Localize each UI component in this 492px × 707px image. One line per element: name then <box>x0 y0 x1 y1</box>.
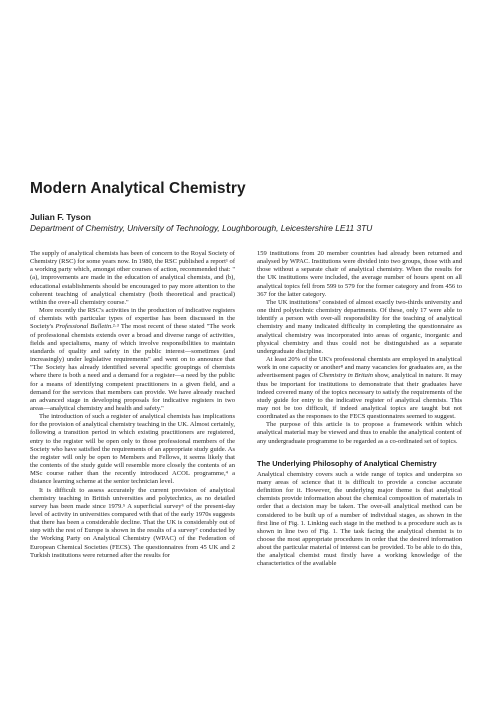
text-run: More recently the RSC's activities in the production of indicative registers of chemists with particular types of expertise has been discussed in the Society's <box>30 307 235 331</box>
author-affiliation: Department of Chemistry, University of Technology, Loughborough, Leicestershire LE11 3TU <box>30 223 373 233</box>
text-run: .²·³ The most recent of these stated "The work of professional chemists extends over a broad and diverse range of activities, fields and specialisms, many of which involve responsibilities to maintain standards of quality and safety in the public interest—sometimes (and increasingly) under legislative requirements" and went on to announce that "The Society has already identified several specific groupings of chemists where there is both a need and a demand for a register—a need by the public for a means of identifying competent practitioners in a given field, and a demand for the services that members can provide. We have already reached an advanced stage in developing proposals for indicative registers in two areas—analytical chemistry and health and safety." <box>30 323 235 412</box>
article-title: Modern Analytical Chemistry <box>30 180 246 197</box>
paragraph: It is difficult to assess accurately the current provision of analytical chemistry teaching in British universities and polytechnics, as no detailed survey has been made since 1979.⁵ A superficial survey⁶ of the present-day level of activity in universities compared with that of the early 1970s suggests that there has been a considerable decline. That the UK is considerably out of step with the rest of Europe is shown in the results of a survey⁷ conducted by the Working Party on Analytical Chemistry (WPAC) of the Federation of European Chemical Societies (FECS). The questionnaires from 45 UK and 2 Turkish institutions were returned after the results for <box>30 486 235 559</box>
right-column <box>257 250 462 569</box>
paragraph <box>30 307 235 413</box>
journal-title: Chemistry in Britain <box>319 372 374 380</box>
paragraph <box>257 356 462 421</box>
text-run: At least 20% of the UK's professional chemists are employed in analytical work in one capacity or another⁸ and many vacancies for graduates are, as the advertisement pages of <box>257 356 462 380</box>
paragraph: The introduction of such a register of analytical chemists has implications for the provision of analytical chemistry teaching in the UK. Almost certainly, following a transition period in which existing practitioners are registered, entry to the register will be open only to those professional members of the Society who have satisfied the requirements of an appropriate study guide. As the register will only be open to Members and Fellows, it seems likely that the contents of the study guide will resemble more closely the contents of an MSc course rather than the recently introduced ACOL programme,⁴ a distance learning scheme at the senior technician level. <box>30 413 235 486</box>
text-run: show, analytical in nature. It may thus be important for institutions to demonstrate that their graduates have indeed covered many of the topics necessary to satisfy the requirements of the study guide for entry to the indicative register of analytical chemists. This may not be too difficult, if indeed analytical topics are taught but not coordinated as the responses to the FECS questionnaires seemed to suggest. <box>257 372 462 421</box>
paragraph: The purpose of this article is to propose a framework within which analytical material may be viewed and thus to enable the analytical content of any undergraduate programme to be regarded as a co-ordinated set of topics. <box>257 421 462 445</box>
paragraph: The supply of analytical chemists has been of concern to the Royal Society of Chemistry (RSC) for some years now. In 1980, the RSC published a report¹ of a working party which, amongst other courses of action, recommended that: "(a), improvements are made in the education of analytical chemists, and (b), educational establishments should be encouraged to pay more attention to the coherent teaching of analytical chemistry (both theoretical and practical) within the over-all chemistry course." <box>30 250 236 306</box>
paragraph: The UK institutions⁷ consisted of almost exactly two-thirds university and one third polytechnic chemistry departments. Of these, only 17 were able to identify a person with over-all responsibility for the teaching of analytical chemistry and many indicated difficulty in completing the questionnaire as analytical chemistry was incorporated into areas of organic, inorganic and physical chemistry and thus could not be distinguished as a separate undergraduate discipline. <box>257 298 462 355</box>
journal-title: Professional Bulletin <box>55 323 112 331</box>
paragraph: Analytical chemistry covers such a wide range of topics and underpins so many areas of science that it is difficult to provide a concise accurate definition for it. However, the underlying major theme is that analytical chemists provide information about the chemical composition of materials in order that a decision may be taken. The over-all analytical method can be considered to be built up of a number of individual stages, as shown in the first line of Fig. 1. Linking each stage in the method is a procedure such as is shown in line two of Fig. 1. The task facing the analytical chemist is to choose the most appropriate procedures in order that the desired information about the particular material of interest can be provided. To be able to do this, the analytical chemist must firstly have a working knowledge of the characteristics of the available <box>257 470 462 568</box>
paragraph: 159 institutions from 20 member countries had already been returned and analysed by WPAC. Institutions were divided into two groups, those with and those without a separate chair of analytical chemistry. When the results for the UK institutions were included, the average number of hours spent on all analytical topics fell from 599 to 579 for the former category and from 456 to 367 for the latter category. <box>257 250 462 298</box>
author-name: Julian F. Tyson <box>30 212 91 222</box>
section-heading: The Underlying Philosophy of Analytical Chemistry <box>257 458 437 468</box>
left-column <box>30 250 235 560</box>
